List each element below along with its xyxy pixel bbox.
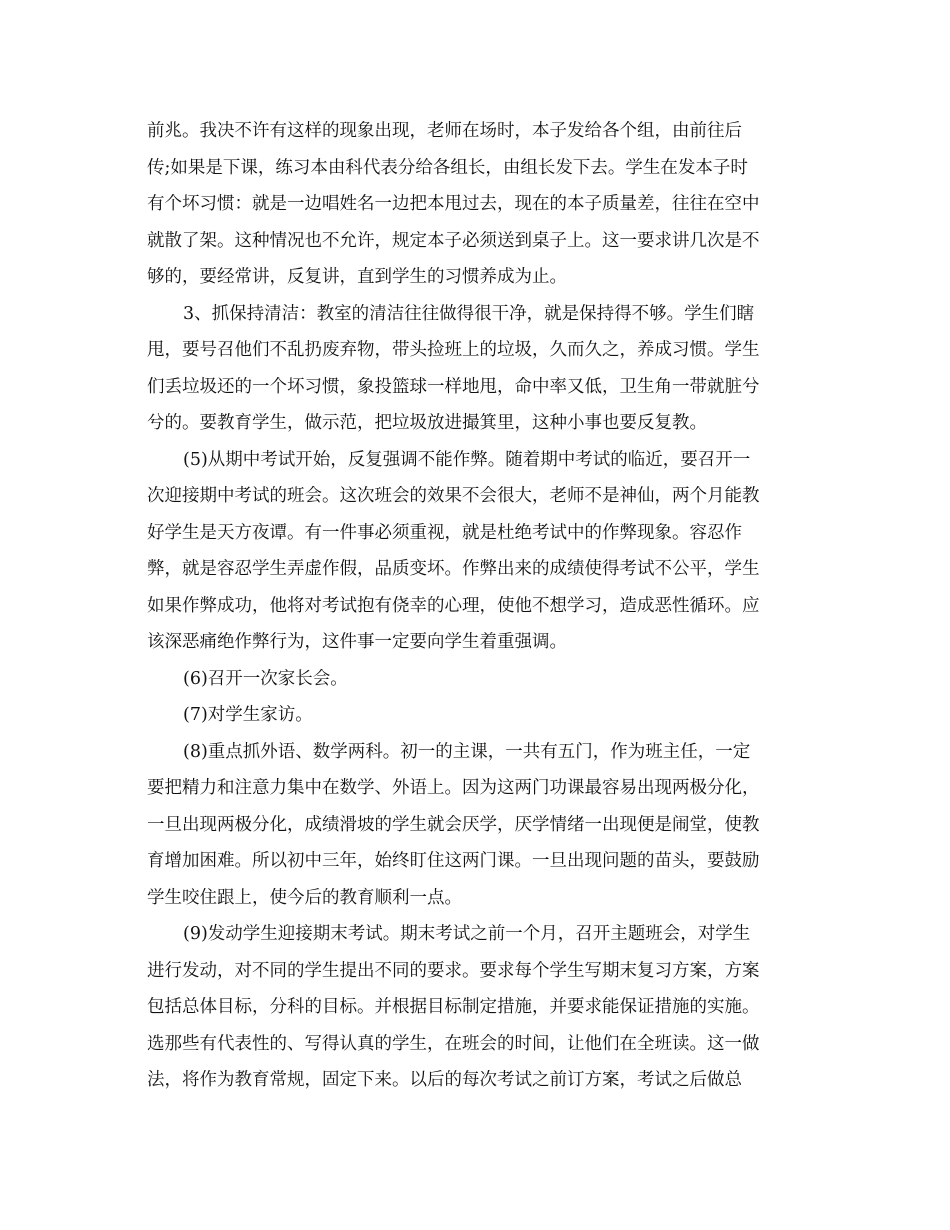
text-line: 们丢垃圾还的一个坏习惯，象投篮球一样地甩，命中率又低，卫生角一带就脏兮 [147, 376, 760, 397]
text-line: 选那些有代表性的、写得认真的学生，在班会的时间，让他们在全班读。这一做 [147, 1033, 760, 1054]
text-line: 兮的。要教育学生，做示范，把垃圾放进撮箕里，这种小事也要反复教。 [147, 413, 707, 433]
paragraph-start-line: (6)召开一次家长会。 [183, 668, 348, 689]
text-line: 就散了架。这种情况也不允许，规定本子必须送到桌子上。这一要求讲几次是不 [147, 230, 760, 251]
paragraph-start-line: (5)从期中考试开始，反复强调不能作弊。随着期中考试的临近，要召开一 [183, 449, 751, 470]
text-line: 前兆。我决不许有这样的现象出现，老师在场时，本子发给各个组，由前往后 [147, 121, 742, 141]
paragraph-start-line: (8)重点抓外语、数学两科。初一的主课，一共有五门，作为班主任，一定 [183, 741, 751, 762]
text-line: 弊，就是容忍学生弄虚作假，品质变坏。作弊出来的成绩使得考试不公平，学生 [147, 559, 760, 579]
text-line: 学生咬住跟上，使今后的教育顺利一点。 [147, 887, 462, 908]
text-line: 如果作弊成功，他将对考试抱有侥幸的心理，使他不想学习，造成恶性循环。应 [147, 595, 760, 616]
paragraph-start-line: 3、抓保持清洁：教室的清洁往往做得很干净，就是保持得不够。学生们瞎 [183, 303, 755, 324]
text-line: 传;如果是下课，练习本由科代表分给各组长，由组长发下去。学生在发本子时 [147, 157, 748, 178]
text-line: 够的，要经常讲，反复讲，直到学生的习惯养成为止。 [147, 267, 567, 287]
text-line: 一旦出现两极分化，成绩滑坡的学生就会厌学，厌学情绪一出现便是闹堂，使教 [147, 814, 760, 835]
paragraph-start-line: (9)发动学生迎接期末考试。期末考试之前一个月，召开主题班会，对学生 [183, 924, 751, 944]
document-body [147, 113, 807, 1099]
text-line: 要把精力和注意力集中在数学、外语上。因为这两门功课最容易出现两极分化， [147, 778, 760, 798]
text-line: 甩，要号召他们不乱扔废弃物，带头捡班上的垃圾，久而久之，养成习惯。学生 [147, 340, 760, 360]
text-line: 包括总体目标，分科的目标。并根据目标制定措施，并要求能保证措施的实施。 [147, 997, 760, 1017]
text-line: 有个坏习惯：就是一边唱姓名一边把本甩过去，现在的本子质量差，往往在空中 [147, 194, 760, 214]
text-line: 进行发动，对不同的学生提出不同的要求。要求每个学生写期末复习方案，方案 [147, 960, 760, 981]
text-line: 法，将作为教育常规，固定下来。以后的每次考试之前订方案，考试之后做总 [147, 1070, 742, 1090]
text-line: 育增加困难。所以初中三年，始终盯住这两门课。一旦出现问题的苗头，要鼓励 [147, 851, 760, 871]
text-line: 该深恶痛绝作弊行为，这件事一定要向学生着重强调。 [147, 632, 567, 652]
text-line: 次迎接期中考试的班会。这次班会的效果不会很大，老师不是神仙，两个月能教 [147, 486, 760, 506]
text-line: 好学生是天方夜谭。有一件事必须重视，就是杜绝考试中的作弊现象。容忍作 [147, 522, 742, 543]
paragraph-start-line: (7)对学生家访。 [183, 705, 313, 725]
